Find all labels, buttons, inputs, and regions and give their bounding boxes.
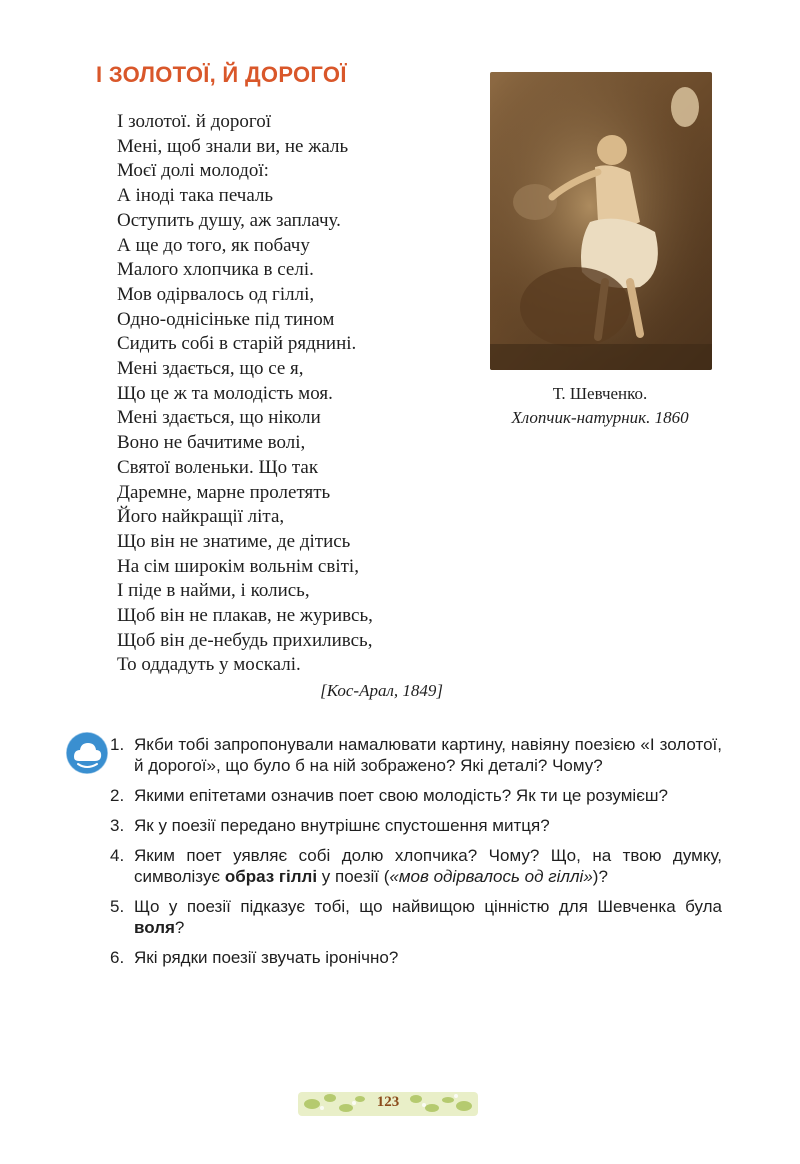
poem-line: Що він не знатиме, де дітись: [117, 530, 351, 552]
question-text: Як у поезії передано внутрішнє спустошення митця?: [134, 816, 550, 835]
question-number: 2.: [110, 786, 125, 805]
poem-line: Даремне, марне пролетять: [117, 481, 331, 503]
poem-line: Що це ж та молодість моя.: [117, 382, 333, 404]
question-item: [110, 947, 722, 968]
question-item: [110, 785, 722, 806]
question-item: [110, 734, 722, 776]
poem-line: А іноді така печаль: [117, 185, 274, 207]
question-quote: «мов одірвалось од гіллі»: [389, 867, 593, 886]
painting-image: [490, 72, 712, 370]
poem-source: [Кос-Арал, 1849]: [320, 681, 443, 701]
poem-line: Оступить душу, аж заплачу.: [117, 209, 341, 231]
poem-line: Його найкращії літа,: [117, 506, 285, 528]
poem-line: Щоб він не плакав, не журивсь,: [117, 605, 373, 627]
question-text: [134, 896, 722, 938]
poem-line: Мені здається, що ніколи: [117, 407, 321, 429]
page-number: 123: [376, 1094, 400, 1110]
question-number: 6.: [110, 948, 125, 967]
painting-caption: [470, 382, 730, 430]
question-text-part: ?: [174, 918, 185, 937]
poem-line: І золотої. й дорогої: [117, 111, 271, 132]
question-bold-term: образ гіллі: [224, 867, 318, 886]
question-text-part: )?: [592, 867, 608, 886]
poem-line: Мені, щоб знали ви, не жаль: [117, 135, 349, 157]
page-title: І ЗОЛОТОЇ, Й ДОРОГОЇ: [96, 62, 347, 87]
question-number: 1.: [110, 735, 125, 754]
poem-line: Одно-однісіньке під тином: [117, 308, 335, 330]
poem-line: Святої воленьки. Що так: [117, 456, 319, 478]
question-text: Якби тобі запропонували намалювати картину, навіяну поезією «І золотої, й дорогої», що було б на ній зображено? Які деталі? Чому?: [134, 735, 722, 775]
poem-line: Мов одірвалось од гіллі,: [117, 283, 315, 305]
poem-line: Мені здається, що се я,: [117, 358, 304, 380]
caption-artwork: Хлопчик-натурник. 1860: [511, 408, 689, 427]
painting-illustration: [490, 72, 712, 370]
poem-line: То оддадуть у москалі.: [117, 654, 301, 676]
poem-line: Сидить собі в старій ряднині.: [117, 333, 357, 355]
poem-line: І піде в найми, і колись,: [117, 580, 310, 602]
poem-line: А ще до того, як побачу: [117, 234, 310, 256]
page-footer: [298, 1084, 478, 1124]
poem-line: Моєї долі молодої:: [117, 160, 269, 182]
poem-line: Малого хлопчика в селі.: [117, 259, 314, 281]
question-text-part: у поезії (: [317, 867, 390, 886]
question-text: Якими епітетами означив поет свою молодість? Як ти це розумієш?: [134, 786, 668, 805]
poem-line: Щоб він де-небудь прихиливсь,: [117, 629, 373, 651]
poem-line: Воно не бачитиме волі,: [117, 432, 306, 454]
question-bold-term: воля: [134, 918, 175, 937]
question-text-part: Що у поезії підказує тобі, що найвищою цінністю для Шевченка була: [134, 897, 722, 916]
question-number: 3.: [110, 816, 125, 835]
poem: [117, 110, 477, 701]
question-text: Які рядки поезії звучать іронічно?: [134, 948, 399, 967]
question-item: [110, 896, 722, 938]
question-text: [134, 845, 722, 887]
cloud-question-icon: [64, 730, 110, 776]
question-number: 5.: [110, 897, 125, 916]
questions-list: [110, 734, 722, 977]
question-item: [110, 845, 722, 887]
question-item: [110, 815, 722, 836]
question-number: 4.: [110, 846, 125, 865]
caption-author: Т. Шевченко.: [552, 384, 648, 403]
poem-line: На сім широкім вольнім світі,: [117, 555, 359, 577]
question-text-part: Яким поет уявляє собі долю хлопчика? Чому? Що, на твою думку, символізує: [134, 846, 722, 886]
